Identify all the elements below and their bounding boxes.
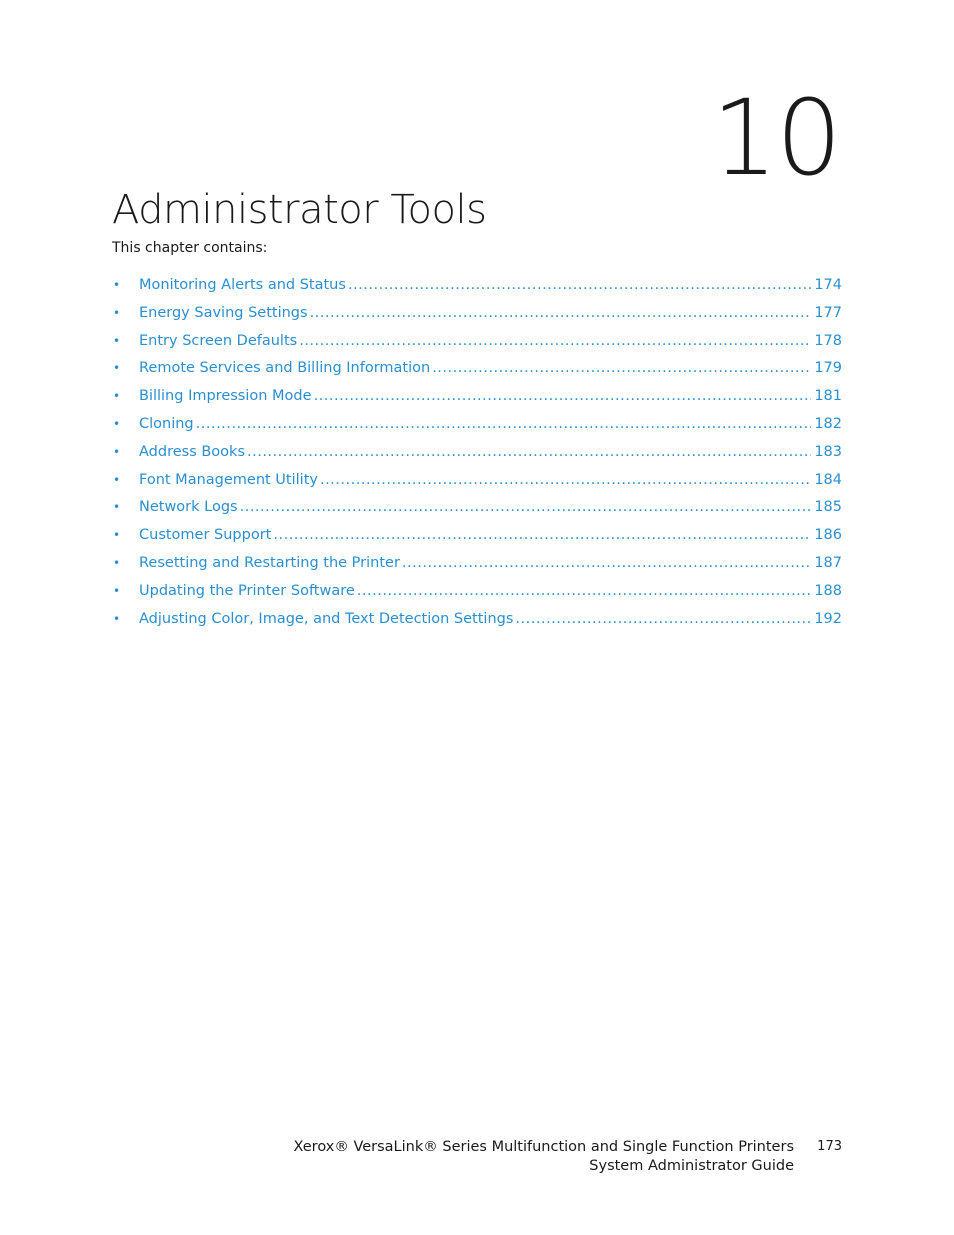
toc-item-title[interactable]: Monitoring Alerts and Status — [139, 277, 346, 293]
table-of-contents — [112, 272, 842, 633]
bullet-icon: • — [113, 555, 121, 570]
bullet-icon: • — [113, 611, 121, 626]
bullet-icon: • — [113, 278, 121, 292]
toc-item-title[interactable]: Entry Screen Defaults — [139, 332, 298, 349]
bullet-icon: • — [113, 583, 121, 598]
toc-item-title[interactable]: Adjusting Color, Image, and Text Detection Settings — [139, 610, 514, 627]
toc-item-title[interactable]: Address Books — [139, 443, 245, 460]
toc-item-billing-impression[interactable] — [112, 383, 842, 411]
toc-item-page[interactable]: 174 — [814, 277, 842, 293]
bullet-icon: • — [113, 416, 121, 431]
toc-item-page[interactable]: 184 — [814, 471, 842, 488]
footer-product-name: Xerox® VersaLink® Series Multifunction and Single Function Printers — [293, 1139, 794, 1155]
bullet-icon: • — [113, 305, 121, 320]
toc-item-adjusting-color[interactable] — [112, 606, 842, 634]
dot-leader — [320, 467, 811, 495]
footer-page-number: 173 — [817, 1139, 842, 1154]
dot-leader — [247, 439, 811, 467]
bullet-icon: • — [113, 500, 121, 515]
toc-item-monitoring-alerts[interactable] — [112, 272, 842, 300]
toc-item-page[interactable]: 181 — [814, 388, 842, 405]
toc-item-updating-software[interactable] — [112, 578, 842, 606]
bullet-icon: • — [113, 333, 121, 348]
dot-leader — [348, 272, 811, 300]
toc-item-page[interactable]: 185 — [814, 499, 842, 516]
bullet-icon: • — [113, 389, 121, 404]
toc-item-energy-saving[interactable] — [112, 300, 842, 328]
toc-item-title[interactable]: Customer Support — [139, 527, 272, 544]
toc-item-title[interactable]: Energy Saving Settings — [139, 304, 308, 321]
toc-item-title[interactable]: Font Management Utility — [139, 471, 318, 488]
dot-leader — [273, 522, 811, 550]
bullet-icon: • — [113, 528, 121, 543]
dot-leader — [357, 578, 812, 606]
toc-item-page[interactable]: 178 — [814, 332, 842, 349]
toc-item-page[interactable]: 187 — [814, 554, 842, 571]
toc-item-page[interactable]: 192 — [814, 610, 842, 627]
toc-item-title[interactable]: Remote Services and Billing Information — [139, 360, 431, 377]
chapter-number: 10 — [711, 77, 840, 199]
toc-item-network-logs[interactable] — [112, 494, 842, 522]
toc-item-title[interactable]: Cloning — [139, 415, 194, 432]
toc-item-entry-screen[interactable] — [112, 328, 842, 356]
bullet-icon: • — [113, 472, 121, 487]
dot-leader — [299, 328, 811, 356]
page-footer — [293, 1138, 794, 1176]
toc-item-title[interactable]: Updating the Printer Software — [139, 582, 355, 599]
dot-leader — [196, 411, 812, 439]
toc-item-title[interactable]: Network Logs — [139, 499, 238, 516]
toc-item-font-management[interactable] — [112, 467, 842, 495]
toc-item-page[interactable]: 186 — [814, 527, 842, 544]
toc-item-cloning[interactable] — [112, 411, 842, 439]
toc-item-page[interactable]: 177 — [814, 304, 842, 321]
toc-item-address-books[interactable] — [112, 439, 842, 467]
dot-leader — [310, 300, 812, 328]
dot-leader — [240, 494, 812, 522]
toc-item-page[interactable]: 188 — [814, 582, 842, 599]
bullet-icon: • — [113, 444, 121, 459]
dot-leader — [432, 355, 811, 383]
toc-item-resetting-restarting[interactable] — [112, 550, 842, 578]
dot-leader — [314, 383, 812, 411]
footer-guide-name: System Administrator Guide — [589, 1158, 794, 1174]
toc-item-page[interactable]: 182 — [814, 415, 842, 432]
toc-item-title[interactable]: Billing Impression Mode — [139, 388, 312, 405]
toc-item-page[interactable]: 183 — [814, 443, 842, 460]
toc-item-title[interactable]: Resetting and Restarting the Printer — [139, 554, 400, 571]
dot-leader — [402, 550, 811, 578]
toc-item-customer-support[interactable] — [112, 522, 842, 550]
toc-item-page[interactable]: 179 — [814, 360, 842, 377]
chapter-title: Administrator Tools — [112, 187, 487, 233]
chapter-intro: This chapter contains: — [112, 240, 268, 256]
dot-leader — [515, 606, 811, 634]
bullet-icon: • — [113, 361, 121, 376]
toc-item-remote-services[interactable] — [112, 355, 842, 383]
